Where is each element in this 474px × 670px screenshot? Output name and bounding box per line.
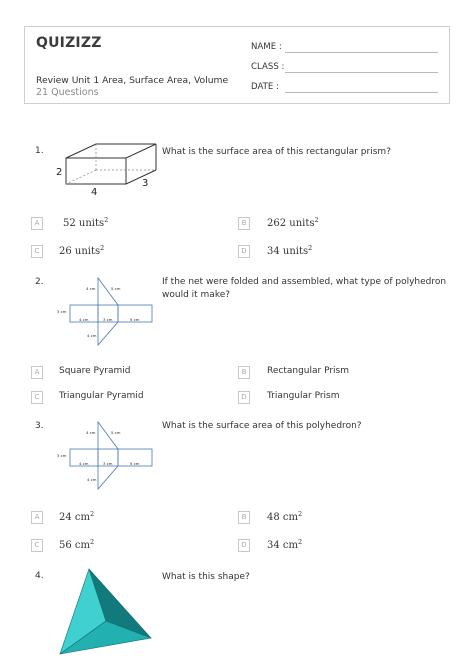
svg-text:3 cm: 3 cm	[57, 453, 67, 458]
class-field[interactable]	[285, 72, 438, 73]
option-b-text[interactable]: 262 units$^2$	[267, 216, 319, 229]
option-a-box[interactable]: A	[31, 511, 43, 524]
prism-height-label: 2	[56, 167, 63, 178]
question-3-number: 3.	[35, 421, 44, 431]
svg-text:4 cm: 4 cm	[79, 461, 89, 466]
option-d-box[interactable]: D	[238, 245, 250, 258]
svg-text:4 cm: 4 cm	[87, 333, 97, 338]
option-d-text[interactable]: 34 units$^2$	[267, 244, 313, 257]
option-a-text[interactable]: 24 $cm^2$	[59, 510, 95, 523]
option-b-text[interactable]: Rectangular Prism	[267, 366, 350, 376]
question-1-number: 1.	[35, 146, 44, 156]
svg-text:3 cm: 3 cm	[103, 317, 113, 322]
option-d-box[interactable]: D	[238, 539, 250, 552]
svg-text:3 cm: 3 cm	[103, 461, 113, 466]
option-c-box[interactable]: C	[31, 391, 43, 404]
option-b-box[interactable]: B	[238, 511, 250, 524]
polyhedron-net-figure	[54, 419, 160, 491]
option-c-text[interactable]: 26 units$^2$	[59, 244, 105, 257]
option-d-text[interactable]: Triangular Prism	[267, 391, 340, 401]
question-3-text: What is the surface area of this polyhedron?	[162, 421, 362, 431]
option-b-text[interactable]: 48 $cm^2$	[267, 510, 303, 523]
option-c-text[interactable]: Triangular Pyramid	[59, 391, 144, 401]
question-2-text: If the net were folded and assembled, what type of polyhedron would it make?	[162, 277, 447, 300]
rectangular-prism-figure	[54, 138, 158, 198]
worksheet-header	[24, 26, 450, 104]
option-b-box[interactable]: B	[238, 217, 250, 230]
svg-text:4 cm: 4 cm	[86, 286, 96, 291]
class-label: CLASS :	[251, 62, 285, 72]
option-b-box[interactable]: B	[238, 366, 250, 379]
svg-text:5 cm: 5 cm	[111, 286, 121, 291]
worksheet-title: Review Unit 1 Area, Surface Area, Volume	[36, 75, 229, 86]
svg-text:3 cm: 3 cm	[57, 309, 67, 314]
option-a-text[interactable]: 52 units$^2$	[63, 216, 109, 229]
option-a-box[interactable]: A	[31, 217, 43, 230]
question-count: 21 Questions	[36, 87, 99, 98]
quizizz-logo: QUIZIZZ	[36, 35, 102, 51]
prism-width-label: 3	[142, 178, 149, 189]
option-a-text[interactable]: Square Pyramid	[59, 366, 131, 376]
question-2-number: 2.	[35, 277, 44, 287]
prism-length-label: 4	[91, 187, 98, 198]
question-4-number: 4.	[35, 571, 44, 581]
triangular-pyramid-figure	[56, 566, 154, 662]
name-label: NAME :	[251, 42, 282, 52]
question-4-text: What is this shape?	[162, 572, 250, 582]
option-c-box[interactable]: C	[31, 245, 43, 258]
option-a-box[interactable]: A	[31, 366, 43, 379]
svg-text:5 cm: 5 cm	[130, 461, 140, 466]
svg-text:4 cm: 4 cm	[86, 430, 96, 435]
svg-text:5 cm: 5 cm	[130, 317, 140, 322]
triangular-prism-net-figure	[54, 275, 160, 347]
option-d-text[interactable]: 34 $cm^2$	[267, 538, 303, 551]
option-c-text[interactable]: 56 $cm^2$	[59, 538, 95, 551]
date-field[interactable]	[285, 92, 438, 93]
question-1-text: What is the surface area of this rectangular prism?	[162, 147, 391, 157]
date-label: DATE :	[251, 82, 279, 92]
svg-text:5 cm: 5 cm	[111, 430, 121, 435]
name-field[interactable]	[285, 52, 438, 53]
option-c-box[interactable]: C	[31, 539, 43, 552]
option-d-box[interactable]: D	[238, 391, 250, 404]
svg-text:4 cm: 4 cm	[79, 317, 89, 322]
svg-text:4 cm: 4 cm	[87, 477, 97, 482]
